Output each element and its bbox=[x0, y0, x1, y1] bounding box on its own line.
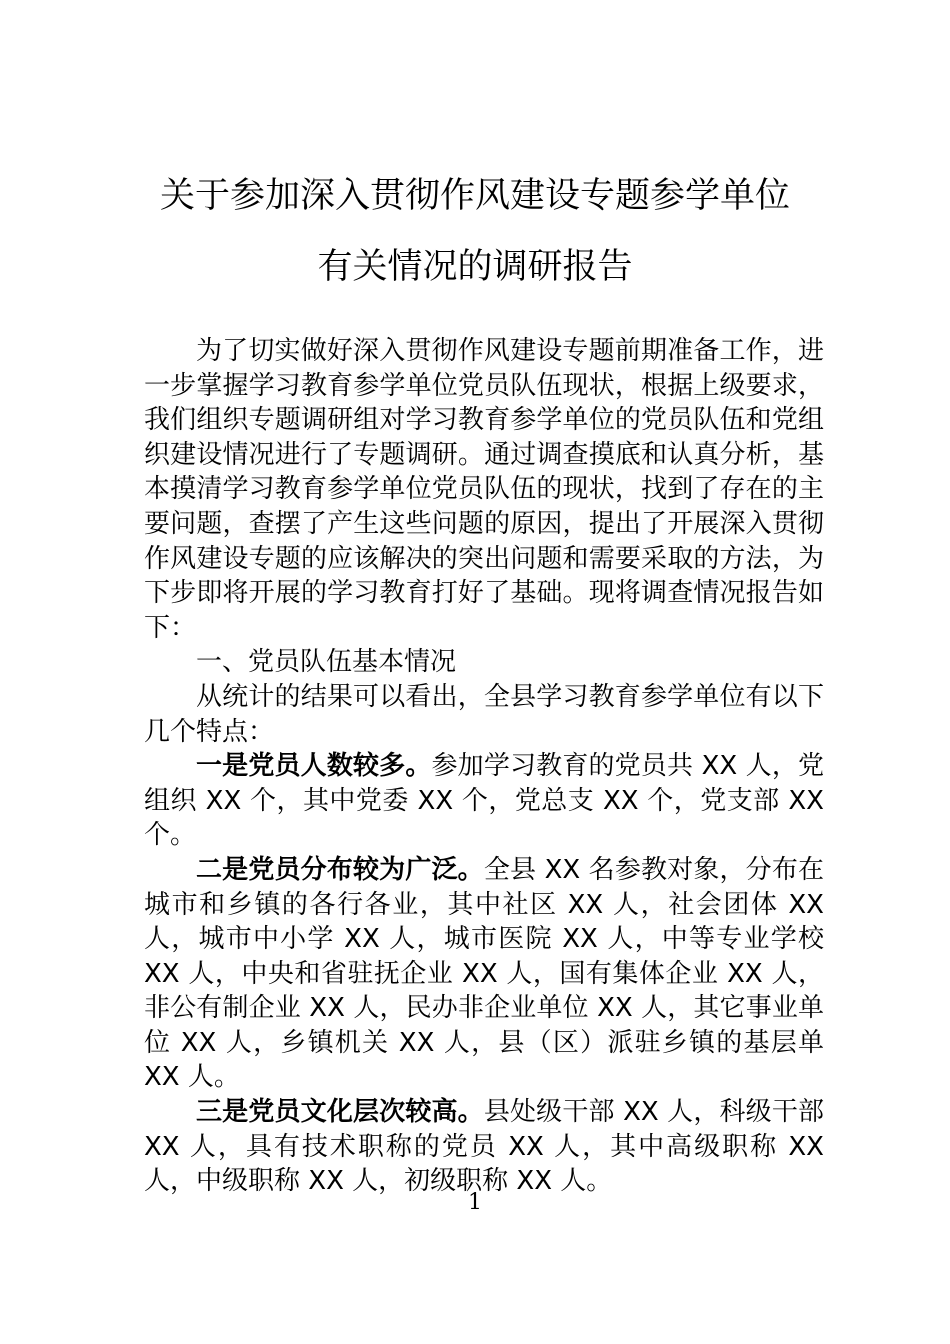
paragraph-lead: 三是党员文化层次较高。 bbox=[196, 1097, 484, 1128]
paragraph-text: 一、党员队伍基本情况 bbox=[196, 647, 457, 678]
paragraph-point-3 bbox=[144, 1095, 824, 1199]
paragraph-text: 从统计的结果可以看出，全县学习教育参学单位有以下几个特点： bbox=[144, 681, 824, 747]
document-title-line-2: 有关情况的调研报告 bbox=[317, 247, 633, 287]
paragraph-lead: 一是党员人数较多。 bbox=[196, 751, 432, 782]
paragraph-summary bbox=[144, 680, 824, 749]
paragraph-point-2 bbox=[144, 853, 824, 1095]
paragraph-point-1 bbox=[144, 749, 824, 853]
section-heading bbox=[144, 645, 824, 680]
paragraph-text: 县处级干部 XX 人，科级干部 XX 人，具有技术职称的党员 XX 人，其中高级职称 XX 人，中级职称 XX 人，初级职称 XX 人。 bbox=[144, 1097, 824, 1197]
paragraph-text: 参加学习教育的党员共 XX 人，党组织 XX 个，其中党委 XX 个，党总支 XX 个，党支部 XX 个。 bbox=[144, 751, 824, 851]
paragraph-text: 全县 XX 名参教对象，分布在城市和乡镇的各行各业，其中社区 XX 人，社会团体 XX 人，城市中小学 XX 人，城市医院 XX 人，中等专业学校 XX 人，中央和省驻抚企业 XX 人，国有集体企业 XX 人，非公有制企业 XX 人，民办非企业单位 XX 人，其它事业单位 XX 人，乡镇机关 XX 人，县（区）派驻乡镇的基层单 XX 人。 bbox=[144, 854, 824, 1093]
paragraph-lead: 二是党员分布较为广泛。 bbox=[196, 854, 484, 885]
page-number: 1 bbox=[468, 1190, 482, 1215]
document-body bbox=[144, 334, 824, 1199]
paragraph-intro bbox=[144, 334, 824, 645]
document-title-line-1: 关于参加深入贯彻作风建设专题参学单位 bbox=[159, 176, 790, 216]
paragraph-text: 为了切实做好深入贯彻作风建设专题前期准备工作，进一步掌握学习教育参学单位党员队伍现状，根据上级要求，我们组织专题调研组对学习教育参学单位的党员队伍和党组织建设情况进行了专题调研。通过调查摸底和认真分析，基本摸清学习教育参学单位党员队伍的现状，找到了存在的主要问题，查摆了产生这些问题的原因，提出了开展深入贯彻作风建设专题的应该解决的突出问题和需要采取的方法，为下步即将开展的学习教育打好了基础。现将调查情况报告如下： bbox=[144, 336, 824, 643]
